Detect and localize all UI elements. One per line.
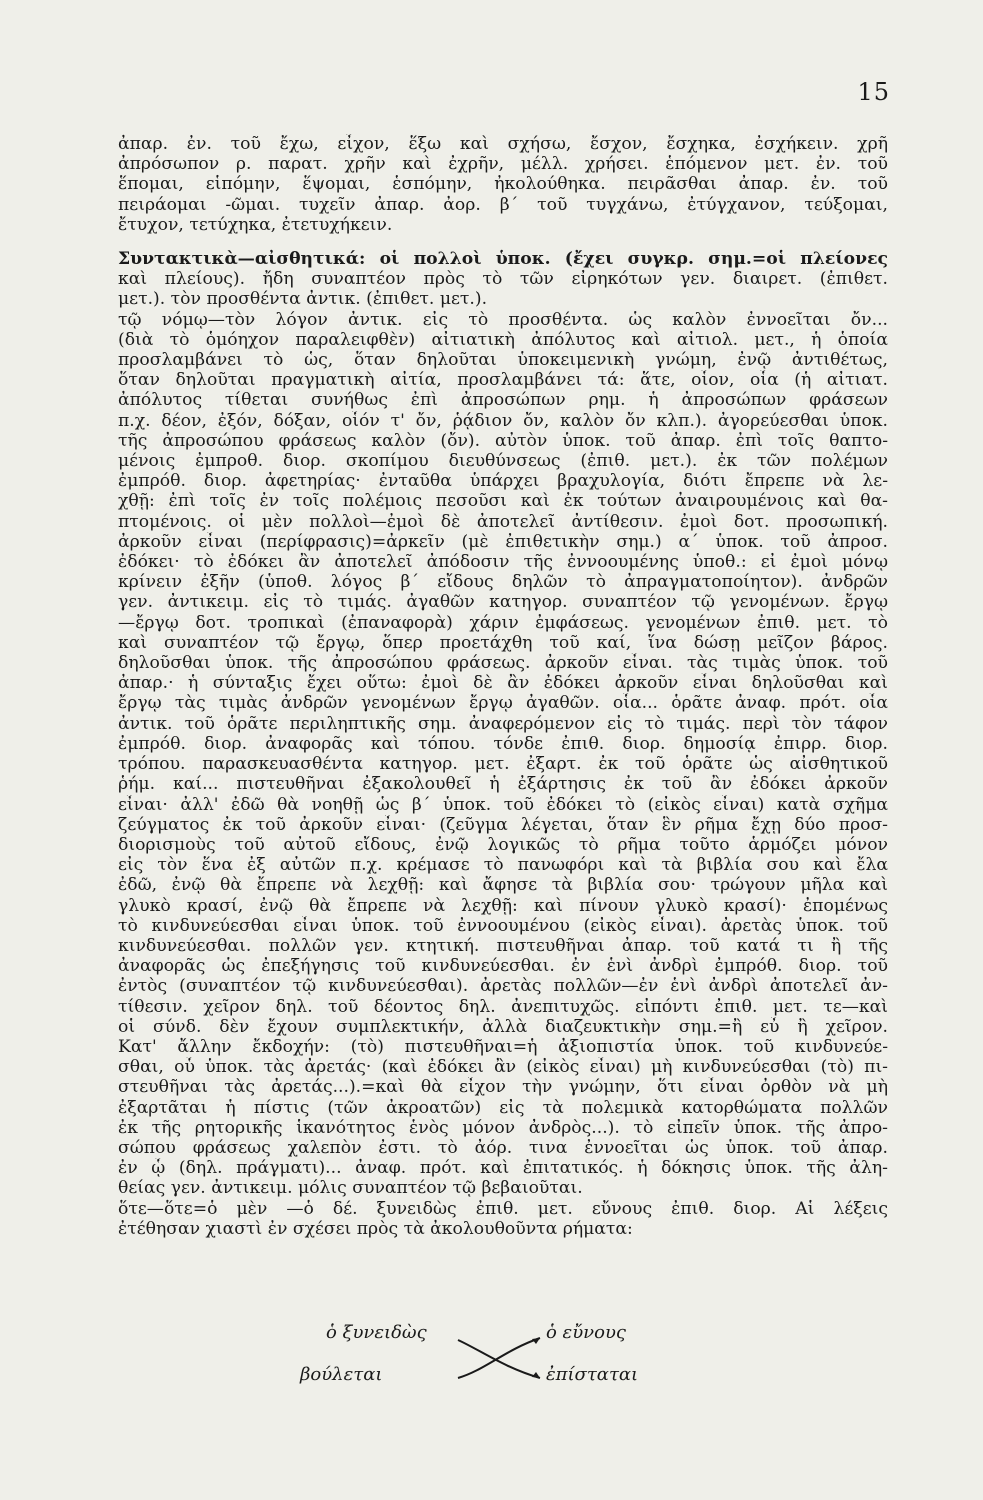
- diagram-top-left: ὁ ξυνειδὼς: [326, 1322, 427, 1343]
- text-line: εἶναι· ἀλλ' ἐδῶ θὰ νοηθῇ ὡς β΄ ὑποκ. τοῦ ἐδόκει τὸ (εἰκὸς εἶναι) κατὰ σχῆμα: [118, 794, 888, 815]
- text-line: ἐν ᾧ (δηλ. πράγματι)... ἀναφ. πρότ. καὶ ἐπιτατικός. ἡ δόκησις ὑποκ. τῆς ἀλη-: [118, 1158, 888, 1179]
- diagram-top-right: ὁ εὔνους: [546, 1322, 626, 1343]
- text-line: διορισμοὺς τοῦ αὐτοῦ εἴδους, ἐνῷ λογικῶς τὸ ρῆμα τοῦτο ἁρμόζει μόνον: [118, 834, 888, 855]
- text-line: ἐμπρόθ. διορ. ἀναφορᾶς καὶ τόπου. τόνδε ἐπιθ. διορ. δημοσίᾳ ἐπιρρ. διορ.: [118, 733, 888, 754]
- text-line: θείας γεν. ἀντικειμ. μόλις συναπτέον τῷ βεβαιοῦται.: [118, 1178, 583, 1199]
- text-line: μετ.). τὸν προσθέντα ἀντικ. (ἐπιθετ. μετ.).: [118, 289, 488, 310]
- text-line: ἀντικ. τοῦ ὁρᾶτε περιληπτικῆς σημ. ἀναφερόμενον εἰς τὸ τιμάς. περὶ τὸν τάφον: [118, 713, 888, 734]
- text-line: μένοις ἐμπροθ. διορ. σκοπίμου διευθύνσεως (ἐπιθ. μετ.). ἐκ τῶν πολέμων: [118, 451, 888, 472]
- text-line: χθῇ: ἐπὶ τοῖς ἐν τοῖς πολέμοις πεσοῦσι καὶ ἐκ τούτων ἀναιρουμένοις καὶ θα-: [118, 491, 888, 512]
- page-number: 15: [857, 78, 890, 106]
- text-line: πειράομαι -ῶμαι. τυχεῖν ἀπαρ. ἀορ. β΄ τοῦ τυγχάνω, ἐτύγχανον, τεύξομαι,: [118, 194, 888, 215]
- text-line: ἀπαρ.· ἡ σύνταξις ἔχει οὕτω: ἐμοὶ δὲ ἂν ἐδόκει ἀρκοῦν εἶναι δηλοῦσθαι καὶ: [118, 673, 888, 694]
- paragraph-gap: [118, 235, 888, 249]
- text-line: καὶ συναπτέον τῷ ἔργῳ, ὅπερ προετάχθη τοῦ καί, ἵνα δώσῃ μεῖζον βάρος.: [118, 632, 888, 653]
- chiasmus-cross-icon: [450, 1328, 550, 1388]
- text-line: γεν. ἀντικειμ. εἰς τὸ τιμάς. ἀγαθῶν κατηγορ. συναπτέον τῷ γενομένων. ἔργῳ: [118, 592, 888, 613]
- text-line: ἐμπρόθ. διορ. ἀφετηρίας· ἐνταῦθα ὑπάρχει βραχυλογία, διότι ἔπρεπε νὰ λε-: [118, 471, 888, 492]
- text-line: π.χ. δέον, ἐξόν, δόξαν, οἷόν τ' ὄν, ῥᾴδιον ὄν, καλὸν ὄν κλπ.). ἀγορεύεσθαι ὑποκ.: [118, 410, 888, 431]
- text-line: ἐκ τῆς ρητορικῆς ἱκανότητος ἑνὸς μόνον ἀνδρὸς...). τὸ εἰπεῖν ὑποκ. τῆς ἀπρο-: [118, 1117, 888, 1138]
- text-line: σώπου φράσεως χαλεπὸν ἐστι. τὸ ἀόρ. τινα ἐννοεῖται ὡς ὑποκ. τοῦ ἀπαρ.: [118, 1137, 888, 1158]
- text-line: τῷ νόμῳ—τὸν λόγον ἀντικ. εἰς τὸ προσθέντα. ὡς καλὸν ἐννοεῖται ὄν...: [118, 309, 888, 330]
- text-line: —ἔργῳ δοτ. τροπικαὶ (ἐπαναφορὰ) χάριν ἐμφάσεως. γενομένων ἐπιθ. μετ. τὸ: [118, 612, 888, 633]
- text-line: ἐντὸς (συναπτέον τῷ κινδυνεύεσθαι). ἀρετὰς πολλῶν—ἐν ἑνὶ ἀνδρὶ ἀποτελεῖ ἀν-: [118, 976, 888, 997]
- text-line: ἀρκοῦν εἶναι (περίφρασις)=ἀρκεῖν (μὲ ἐπιθετικὴν σημ.) α΄ ὑποκ. τοῦ ἀπροσ.: [118, 531, 888, 552]
- text-line: κινδυνεύεσθαι. πολλῶν γεν. κτητική. πιστευθῆναι ἀπαρ. τοῦ κατά τι ἢ τῆς: [118, 935, 888, 956]
- chiasmus-diagram: [300, 1318, 740, 1408]
- text-line: ῥήμ. καί... πιστευθῆναι ἐξακολουθεῖ ἡ ἐξάρτησις ἐκ τοῦ ἂν ἐδόκει ἀρκοῦν: [118, 774, 888, 795]
- text-line: δηλοῦσθαι ὑποκ. τῆς ἀπροσώπου φράσεως. ἀρκοῦν εἶναι. τὰς τιμὰς ὑποκ. τοῦ: [118, 653, 888, 674]
- text-line: κρίνειν ἐξῆν (ὑποθ. λόγος β΄ εἴδους δηλῶν τὸ ἀπραγματοποίητον). ἀνδρῶν: [118, 572, 888, 593]
- text-line: ἀπρόσωπον ρ. παρατ. χρῆν καὶ ἐχρῆν, μέλλ. χρήσει. ἑπόμενον μετ. ἐν. τοῦ: [118, 154, 888, 175]
- text-line: ζεύγματος ἐκ τοῦ ἀρκοῦν εἶναι· (ζεῦγμα λέγεται, ὅταν ἓν ρῆμα ἔχῃ δύο προσ-: [118, 814, 888, 835]
- text-line: ὅτε—ὅτε=ὁ μὲν —ὁ δέ. ξυνειδὼς ἐπιθ. μετ. εὔνους ἐπιθ. διορ. Αἱ λέξεις: [118, 1198, 888, 1219]
- text-line: προσλαμβάνει τὸ ὡς, ὅταν δηλοῦται ὑποκειμενικὴ γνώμη, ἐνῷ ἀντιθέτως,: [118, 350, 888, 371]
- text-line: στευθῆναι τὰς ἀρετάς...).=καὶ θὰ εἶχον τὴν γνώμην, ὅτι εἶναι ὀρθὸν νὰ μὴ: [118, 1077, 888, 1098]
- text-line: Κατ' ἄλλην ἔκδοχήν: (τὸ) πιστευθῆναι=ἡ ἀξιοπιστία ὑποκ. τοῦ κινδυνεύε-: [118, 1036, 888, 1057]
- text-line: ἐδῶ, ἐνῷ θὰ ἔπρεπε νὰ λεχθῇ: καὶ ἄφησε τὰ βιβλία σου· τρώγουν μῆλα καὶ: [118, 875, 888, 896]
- text-line: τίθεσιν. χεῖρον δηλ. τοῦ δέοντος δηλ. ἀνεπιτυχῶς. εἰπόντι ἐπιθ. μετ. τε—καὶ: [118, 996, 888, 1017]
- text-line: τῆς ἀπροσώπου φράσεως καλὸν (ὄν). αὐτὸν ὑποκ. τοῦ ἀπαρ. ἐπὶ τοῖς θαπτο-: [118, 430, 888, 451]
- text-line: ἐδόκει· τὸ ἐδόκει ἂν ἀποτελεῖ ἀπόδοσιν τῆς ἐννοουμένης ὑποθ.: εἰ ἐμοὶ μόνῳ: [118, 552, 888, 573]
- text-line: σθαι, οὗ ὑποκ. τὰς ἀρετάς· (καὶ ἐδόκει ἂν (εἰκὸς εἶναι) μὴ κινδυνεύεσθαι (τὸ) πι-: [118, 1057, 888, 1078]
- text-line: (διὰ τὸ ὁμόηχον παραλειφθὲν) αἰτιατικὴ ἀπόλυτος καὶ αἰτιολ. μετ., ἡ ὁποία: [118, 329, 888, 350]
- text-line: τρόπου. παρασκευασθέντα κατηγορ. μετ. ἐξαρτ. ἐκ τοῦ ὁρᾶτε ὡς αἰσθητικοῦ: [118, 754, 888, 775]
- commentary-text: [118, 134, 888, 1239]
- text-line: ὅταν δηλοῦται πραγματικὴ αἰτία, προσλαμβάνει τά: ἅτε, οἷον, οἷα (ἡ αἰτιατ.: [118, 370, 888, 391]
- text-line: ἐτέθησαν χιαστὶ ἐν σχέσει πρὸς τὰ ἀκολουθοῦντα ρήματα:: [118, 1218, 633, 1239]
- text-line: ἀπόλυτος τίθεται συνήθως ἐπὶ ἀπροσώπων ρημ. ἡ ἀπροσώπων φράσεων: [118, 390, 888, 411]
- diagram-bottom-right: ἐπίσταται: [546, 1364, 639, 1385]
- text-line: ἐξαρτᾶται ἡ πίστις (τῶν ἀκροατῶν) εἰς τὰ πολεμικὰ κατορθώματα πολλῶν: [118, 1097, 888, 1118]
- text-line: ἕπομαι, εἱπόμην, ἕψομαι, ἑσπόμην, ἠκολούθηκα. πειρᾶσθαι ἀπαρ. ἐν. τοῦ: [118, 174, 888, 195]
- text-line: οἱ σύνδ. δὲν ἔχουν συμπλεκτικήν, ἀλλὰ διαζευκτικὴν σημ.=ἢ εὖ ἢ χεῖρον.: [118, 1016, 888, 1037]
- text-line: ἔτυχον, τετύχηκα, ἐτετυχήκειν.: [118, 214, 393, 235]
- text-line: πτομένοις. οἱ μὲν πολλοὶ—ἐμοὶ δὲ ἀποτελεῖ ἀντίθεσιν. ἐμοὶ δοτ. προσωπική.: [118, 511, 888, 532]
- text-line: τὸ κινδυνεύεσθαι εἶναι ὑποκ. τοῦ ἐννοουμένου (εἰκὸς εἶναι). ἀρετὰς ὑποκ. τοῦ: [118, 915, 888, 936]
- text-line: εἰς τὸν ἕνα ἐξ αὐτῶν π.χ. κρέμασε τὸ πανωφόρι καὶ τὰ βιβλία σου καὶ ἔλα: [118, 855, 888, 876]
- text-line: ἀναφορᾶς ὡς ἐπεξήγησις τοῦ κινδυνεύεσθαι. ἐν ἑνὶ ἀνδρὶ ἐμπρόθ. διορ. τοῦ: [118, 956, 888, 977]
- text-line: ἔργῳ τὰς τιμὰς ἀνδρῶν γενομένων ἔργῳ ἀγαθῶν. οἷα... ὁρᾶτε ἀναφ. πρότ. οἷα: [118, 693, 888, 714]
- text-line: γλυκὸ κρασί, ἐνῷ θὰ ἔπρεπε νὰ λεχθῇ: καὶ πίνουν γλυκὸ κρασί)· ἐπομένως: [118, 895, 888, 916]
- diagram-bottom-left: βούλεται: [300, 1364, 383, 1385]
- text-line: καὶ πλείους). ἤδη συναπτέον πρὸς τὸ τῶν εἰρηκότων γεν. διαιρετ. (ἐπιθετ.: [118, 269, 888, 290]
- text-line: ἀπαρ. ἐν. τοῦ ἔχω, εἶχον, ἕξω καὶ σχήσω, ἔσχον, ἔσχηκα, ἐσχήκειν. χρῆ: [118, 134, 888, 154]
- text-line: Συντακτικὰ—αἰσθητικά: οἱ πολλοὶ ὑποκ. (ἔχει συγκρ. σημ.=οἱ πλείονες: [118, 249, 888, 270]
